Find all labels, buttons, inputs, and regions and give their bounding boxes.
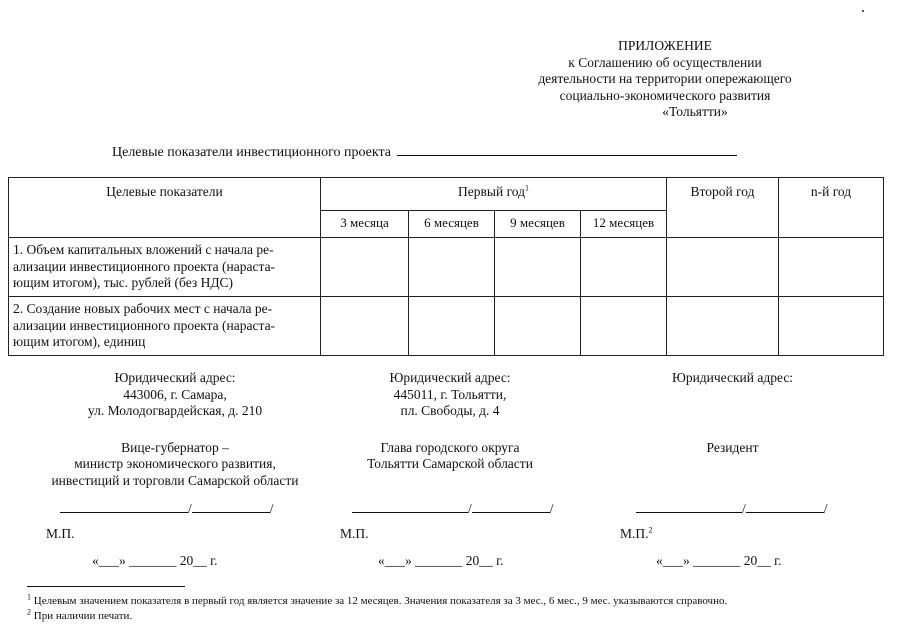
appendix-line: к Соглашению об осуществлении	[568, 54, 762, 70]
header-quarter: 6 месяцев	[409, 211, 495, 238]
signature-blank[interactable]	[636, 500, 742, 513]
appendix-line: деятельности на территории опережающего	[538, 71, 792, 86]
role-line: Глава городского округа	[380, 439, 520, 455]
name-blank[interactable]	[192, 500, 270, 513]
footnote	[27, 594, 727, 608]
indicator-line: 2. Создание новых рабочих мест с начала ре-	[13, 301, 273, 316]
value-cell[interactable]	[495, 238, 581, 297]
target-indicators-label: Целевые показатели инвестиционного проекта	[112, 145, 392, 160]
indicator-line: ализации инвестиционного проекта (нараста-	[13, 317, 276, 333]
header-nth-year: n-й год	[779, 178, 884, 238]
indicator-line: 1. Объем капитальных вложений с начала ре-	[13, 242, 274, 257]
role-line: Тольятти Самарской области	[367, 456, 533, 471]
address-label: Юридический адрес:	[389, 370, 511, 385]
seal-placeholder: М.П.$^2$	[620, 525, 653, 541]
header-indicators: Целевые показатели	[9, 178, 321, 238]
value-cell[interactable]	[321, 238, 409, 297]
indicator-line: ющим итогом), единиц	[13, 334, 146, 349]
table-row	[9, 238, 884, 297]
party-block-governor	[15, 370, 335, 489]
footnote-divider	[27, 586, 185, 587]
signatory-role	[300, 440, 600, 473]
footnote-text: Целевым значением показателя в первый год является значение за 12 месяцев. Значения показателя за 3 мес., 6 мес., 9 мес. указываются справочно.	[33, 595, 728, 607]
header-quarter: 3 месяца	[321, 211, 409, 238]
address-label: Юридический адрес:	[114, 370, 236, 385]
value-cell[interactable]	[581, 297, 667, 356]
party-block-mayor	[300, 370, 600, 473]
appendix-title: ПРИЛОЖЕНИЕ	[618, 38, 712, 53]
seal-placeholder: М.П.	[340, 526, 369, 541]
value-cell[interactable]	[321, 297, 409, 356]
role-line: Резидент	[706, 439, 759, 455]
target-indicators-line	[112, 143, 737, 161]
value-cell[interactable]	[779, 297, 884, 356]
date-line[interactable]: «___» _______ 20__ г.	[656, 553, 782, 568]
appendix-header	[505, 38, 825, 121]
address-line: ул. Молодогвардейская, д. 210	[87, 403, 263, 418]
header-quarter: 9 месяцев	[495, 211, 581, 238]
signatory-role	[620, 440, 845, 457]
address-line: 445011, г. Тольятти,	[393, 386, 507, 402]
appendix-line: социально-экономического развития	[559, 87, 771, 103]
address-label: Юридический адрес:	[671, 370, 794, 385]
value-cell[interactable]	[581, 238, 667, 297]
footnote	[27, 609, 132, 623]
address-line: 443006, г. Самара,	[123, 386, 227, 402]
header-first-year: Первый год$^1$	[321, 178, 667, 211]
footnote-text: При наличии печати.	[33, 610, 133, 622]
date-line[interactable]: «___» _______ 20__ г.	[92, 553, 218, 568]
project-name-blank[interactable]	[397, 143, 737, 156]
footnote-mark: 1	[27, 592, 31, 602]
name-blank[interactable]	[746, 500, 824, 513]
indicator-cell	[9, 297, 321, 356]
header-second-year: Второй год	[667, 178, 779, 238]
signature-line-mayor[interactable]: / /	[352, 500, 554, 517]
indicator-line: ализации инвестиционного проекта (нараста-	[13, 258, 276, 274]
signature-blank[interactable]	[352, 500, 468, 513]
table-row	[9, 297, 884, 356]
role-line: инвестиций и торговли Самарской области	[51, 472, 299, 488]
address-line: пл. Свободы, д. 4	[400, 403, 500, 418]
indicator-cell	[9, 238, 321, 297]
indicator-line: ющим итогом), тыс. рублей (без НДС)	[13, 275, 234, 290]
signature-line-resident[interactable]: / /	[636, 500, 828, 517]
date-line[interactable]: «___» _______ 20__ г.	[378, 553, 504, 568]
footnote-ref-2: 2	[648, 525, 653, 535]
signature-blank[interactable]	[60, 500, 188, 513]
role-line: Вице-губернатор –	[121, 439, 229, 455]
signature-line-governor[interactable]: / /	[60, 500, 274, 517]
role-line: министр экономического развития,	[74, 456, 276, 471]
signatory-role	[15, 440, 335, 490]
value-cell[interactable]	[409, 238, 495, 297]
seal-placeholder: М.П.	[46, 526, 75, 541]
value-cell[interactable]	[409, 297, 495, 356]
scan-dot	[862, 10, 864, 12]
value-cell[interactable]	[667, 297, 779, 356]
value-cell[interactable]	[779, 238, 884, 297]
party-block-resident	[620, 370, 845, 456]
indicators-table	[8, 177, 884, 356]
value-cell[interactable]	[495, 297, 581, 356]
name-blank[interactable]	[472, 500, 550, 513]
footnote-mark: 2	[27, 607, 31, 617]
footnote-ref-1: 1	[525, 183, 529, 193]
header-quarter: 12 месяцев	[581, 211, 667, 238]
value-cell[interactable]	[667, 238, 779, 297]
appendix-territory: «Тольятти»	[662, 104, 728, 119]
